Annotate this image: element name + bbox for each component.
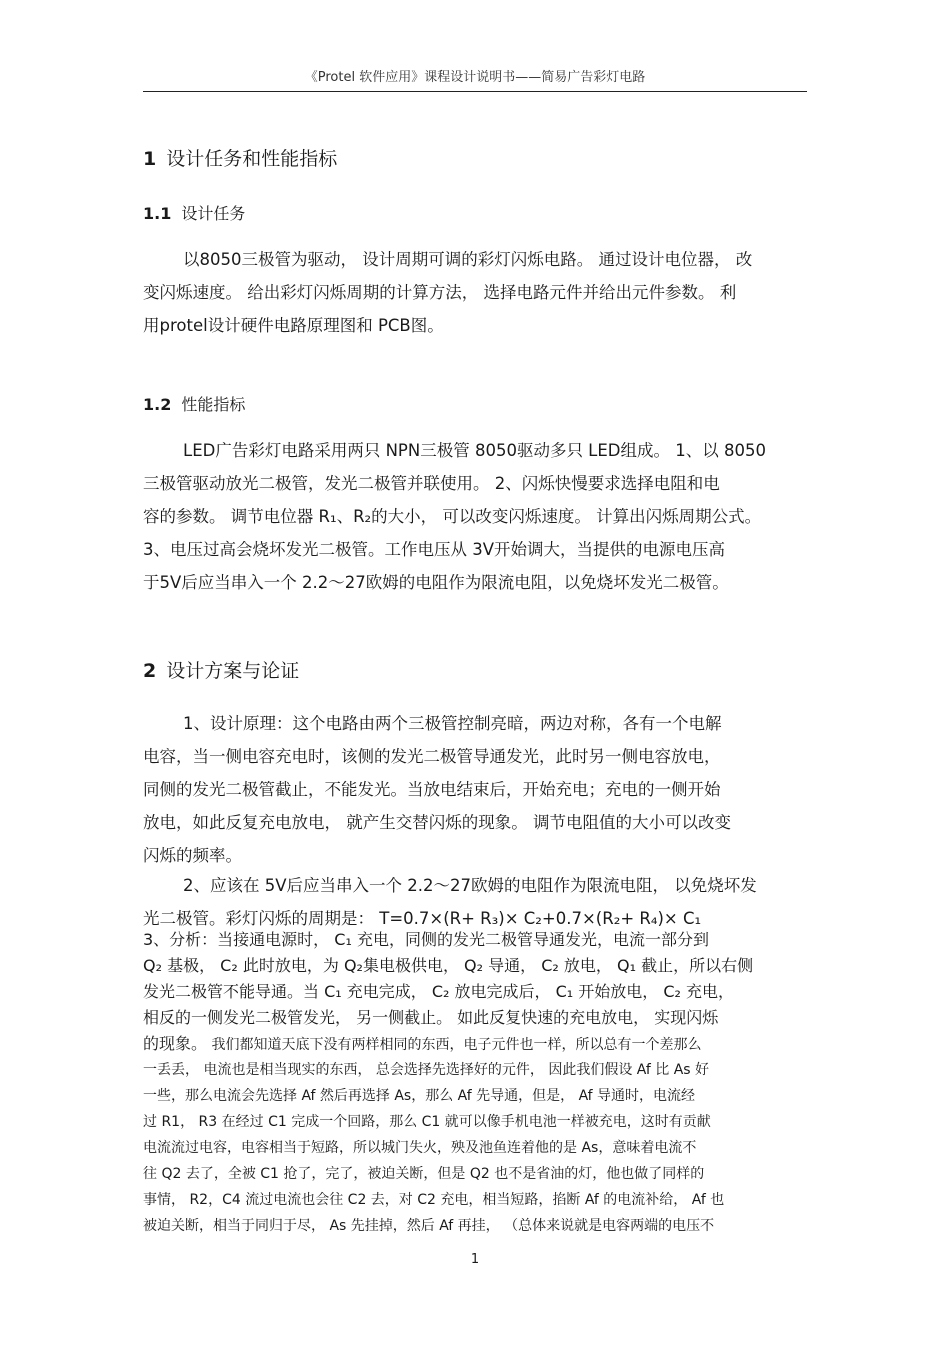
paragraph-line-tail: 我们都知道天底下没有两样相同的东西，电子元件也一样，所以总有一个差那么 [207, 1037, 702, 1053]
paragraph-line: 相反的一侧发光二极管发光， 另一侧截止。 如此反复快速的充电放电， 实现闪烁 [143, 1008, 719, 1027]
paragraph-line: 3、分析：当接通电源时， C₁ 充电，同侧的发光二极管导通发光，电流一部分到 [143, 930, 709, 949]
paragraph-line: 于5V后应当串入一个 2.2～27欧姆的电阻作为限流电阻，以免烧坏发光二极管。 [143, 573, 729, 592]
paragraph-line: 被迫关断，相当于同归于尽， As 先挂掉，然后 Af 再挂， （总体来说就是电容两端的电压不 [143, 1218, 715, 1234]
section-2-paragraph-2 [143, 869, 807, 935]
paragraph-line: 闪烁的频率。 [143, 846, 242, 865]
header-divider [143, 91, 807, 92]
section-number: 1.1 [143, 204, 172, 223]
section-1-heading [143, 144, 807, 171]
section-2-paragraph-3 [143, 927, 807, 1057]
paragraph-line: 以8050三极管为驱动， 设计周期可调的彩灯闪烁电路。 通过设计电位器， 改 [183, 250, 753, 269]
page-number: 1 [470, 1252, 480, 1267]
paragraph-line: 电容，当一侧电容充电时，该侧的发光二极管导通发光，此时另一侧电容放电， [143, 747, 721, 766]
paragraph-line: 放电，如此反复充电放电， 就产生交替闪烁的现象。 调节电阻值的大小可以改变 [143, 813, 731, 832]
paragraph-line: 变闪烁速度。 给出彩灯闪烁周期的计算方法， 选择电路元件并给出元件参数。 利 [143, 283, 737, 302]
paragraph-line: 光二极管。彩灯闪烁的周期是： T=0.7×(R+ R₃)× C₂+0.7×(R₂+ R₄)× C₁ [143, 909, 702, 928]
section-1-1-heading [143, 201, 807, 224]
paragraph-line: 一些，那么电流会先选择 Af 然后再选择 As，那么 Af 先导通，但是， Af 导通时，电流经 [143, 1088, 696, 1104]
paragraph-line: 过 R1， R3 在经过 C1 完成一个回路，那么 C1 就可以像手机电池一样被充电，这时有贡献 [143, 1114, 711, 1130]
paragraph-line: 的现象。 [143, 1034, 208, 1053]
paragraph-line: 三极管驱动放光二极管，发光二极管并联使用。 2、闪烁快慢要求选择电阻和电 [143, 474, 720, 493]
paragraph-line: 发光二极管不能导通。当 C₁ 充电完成， C₂ 放电完成后， C₁ 开始放电， C₂ 充电， [143, 982, 735, 1001]
section-number: 2 [143, 660, 157, 682]
section-2-paragraph-1 [143, 707, 807, 872]
paragraph-line: 往 Q2 去了，全被 C1 抢了，完了，被迫关断，但是 Q2 也不是省油的灯，他也做了同样的 [143, 1166, 705, 1182]
section-2-paragraph-4 [143, 1057, 807, 1239]
section-title: 设计任务和性能指标 [166, 148, 338, 170]
section-1-2-paragraph [143, 434, 807, 599]
section-title: 设计任务 [181, 204, 246, 223]
section-number: 1.2 [143, 395, 172, 414]
paragraph-line: Q₂ 基极， C₂ 此时放电，为 Q₂集电极供电， Q₂ 导通， C₂ 放电， Q₁ 截止，所以右侧 [143, 956, 754, 975]
paragraph-line: 容的参数。 调节电位器 R₁、R₂的大小， 可以改变闪烁速度。 计算出闪烁周期公式。 [143, 507, 762, 526]
paragraph-line: 事情， R2，C4 流过电流也会往 C2 去，对 C2 充电，相当短路，掐断 Af 的电流补给， Af 也 [143, 1192, 725, 1208]
section-title: 设计方案与论证 [166, 660, 300, 682]
paragraph-line: 一丢丢， 电流也是相当现实的东西， 总会选择先选择好的元件， 因此我们假设 Af 比 As 好 [143, 1062, 710, 1078]
paragraph-line: 同侧的发光二极管截止，不能发光。当放电结束后，开始充电；充电的一侧开始 [143, 780, 721, 799]
paragraph-line: 3、电压过高会烧坏发光二极管。工作电压从 3V开始调大，当提供的电源电压高 [143, 540, 726, 559]
page-header: 《Protel 软件应用》课程设计说明书——简易广告彩灯电路 [304, 70, 646, 85]
paragraph-line: LED广告彩灯电路采用两只 NPN三极管 8050驱动多只 LED组成。 1、以 8050 [183, 441, 766, 460]
paragraph-line: 电流流过电容，电容相当于短路，所以城门失火，殃及池鱼连着他的是 As，意味着电流不 [143, 1140, 697, 1156]
paragraph-line: 用protel设计硬件电路原理图和 PCB图。 [143, 316, 444, 335]
section-2-heading [143, 656, 807, 683]
paragraph-line-mixed [143, 1031, 807, 1057]
section-title: 性能指标 [181, 395, 246, 414]
paragraph-line: 1、设计原理：这个电路由两个三极管控制亮暗，两边对称，各有一个电解 [183, 714, 722, 733]
section-1-2-heading [143, 392, 807, 415]
paragraph-line: 2、应该在 5V后应当串入一个 2.2～27欧姆的电阻作为限流电阻， 以免烧坏发 [183, 876, 757, 895]
section-1-1-paragraph [143, 243, 807, 342]
section-number: 1 [143, 148, 157, 170]
